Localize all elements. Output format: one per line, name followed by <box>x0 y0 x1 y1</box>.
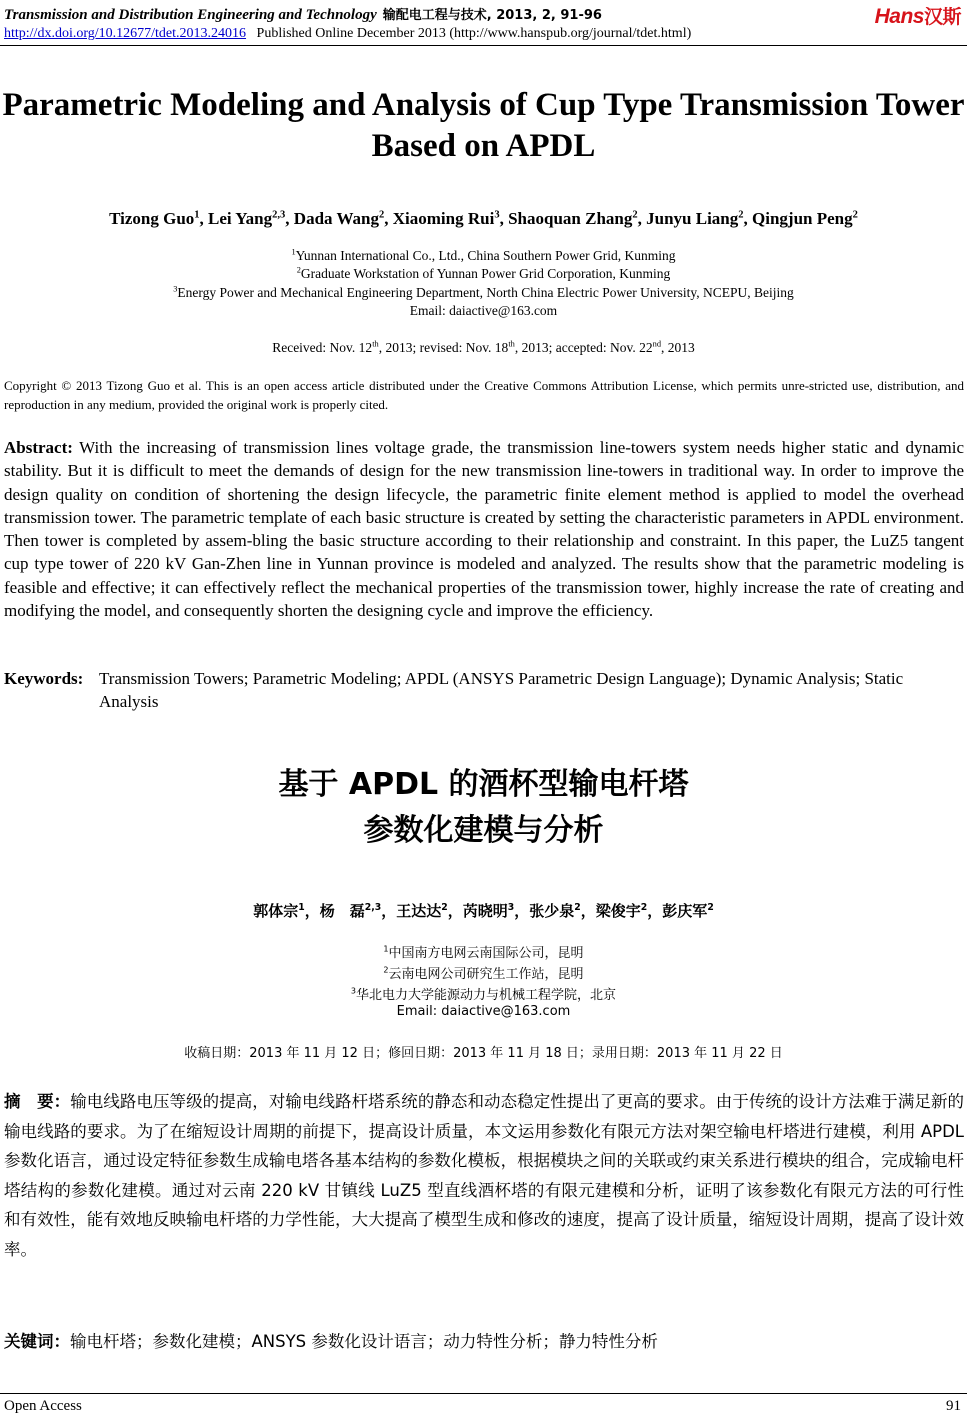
author-list-en <box>0 209 967 229</box>
logo-latin: Hans <box>874 5 924 28</box>
cn-author: 梁俊宇$^2$， <box>595 902 663 920</box>
footer-open-access: Open Access <box>4 1398 82 1414</box>
abstract-cn-label: 摘 要： <box>4 1092 71 1111</box>
received-dates-cn: 收稿日期：2013 年 11 月 12 日；修回日期：2013 年 11 月 18 日；录用日期：2013 年 11 月 22 日 <box>184 1046 783 1061</box>
keywords-text: Transmission Towers; Parametric Modeling; APDL (ANSYS Parametric Design Language); Dynamic Analysis; Static Analysis <box>99 669 904 711</box>
cn-author: 王达达$^2$， <box>396 902 463 920</box>
abstract-text: With the increasing of transmission lines voltage grade, the transmission line-towers system needs higher static and dynamic stability. But it is difficult to meet the demands of design for the new transmission line-towers in traditional way. In order to improve the design quality on condition of shortening the design lifecycle, the parametric finite element method is applied to model the overhead transmission tower. The parametric template of each basic structure is created by setting the characteristic parameters in APDL environment. Then tower is completed by assem-bling the basic structure according to their relationship and constraint. In this paper, the LuZ5 tangent cup type tower of 220 kV Gan-Zhen line in Yunnan province is modeled and analyzed. The results show that the parametric modeling is feasible and effective; it can effectively reflect the mechanical properties of the transmission tower, highly increase the rate of creating and modifying the model, and consequently shorten the designing cycle and improve the efficiency. <box>4 438 964 621</box>
affiliation-cn-3: $^3$华北电力大学能源动力与机械工程学院，北京 <box>350 986 617 1003</box>
title-cn-line-1: 基于 APDL 的酒杯型输电杆塔 <box>278 767 689 802</box>
journal-name: Transmission and Distribution Engineering and Technology <box>4 7 377 23</box>
journal-name-cn: 输配电工程与技术, 2013, 2, 91-96 <box>382 8 602 23</box>
affiliation-en-1: $^1$Yunnan International Co., Ltd., China Southern Power Grid, Kunming <box>291 247 676 263</box>
affiliation-cn-1: $^1$中国南方电网云南国际公司，昆明 <box>383 944 584 961</box>
title-cn-line-2: 参数化建模与分析 <box>363 813 604 848</box>
publisher-logo <box>875 2 961 29</box>
page-number: 91 <box>946 1398 961 1414</box>
email-cn: Email: daiactive@163.com <box>396 1004 571 1019</box>
email-en: Email: daiactive@163.com <box>409 303 558 318</box>
abstract-label: Abstract: <box>4 438 73 457</box>
published-online: Published Online December 2013 (http://www.hanspub.org/journal/tdet.html) <box>256 26 692 41</box>
logo-cn: 汉斯 <box>923 6 961 28</box>
cn-author: 张少泉$^2$， <box>529 902 596 920</box>
en-author: Shaoquan Zhang$^2$, <box>508 209 647 228</box>
doi-link[interactable]: http://dx.doi.org/10.12677/tdet.2013.24016 <box>4 26 247 41</box>
affiliation-cn-2: $^2$云南电网公司研究生工作站，昆明 <box>383 965 584 982</box>
received-dates-en: Received: Nov. 12th, 2013; revised: Nov. 18th, 2013; accepted: Nov. 22nd, 2013 <box>272 339 695 355</box>
abstract-en <box>4 436 964 622</box>
header-rule <box>0 45 967 46</box>
cn-author: 杨 磊$^{2,3}$， <box>319 902 397 920</box>
keywords-en <box>4 667 964 713</box>
en-author: Lei Yang$^{2,3}$, <box>208 209 294 228</box>
en-author: Junyu Liang$^2$, <box>646 209 753 228</box>
cn-author: 彭庆军$^2$ <box>662 902 714 920</box>
keywords-cn-text: 输电杆塔；参数化建模；ANSYS 参数化设计语言；动力特性分析；静力特性分析 <box>70 1332 658 1351</box>
paper-title-cn <box>0 762 967 854</box>
affiliation-en-3: $^3$Energy Power and Mechanical Engineering Department, North China Electric Power University, NCEPU, Beijing <box>173 284 794 300</box>
en-author: Tizong Guo$^1$, <box>109 209 209 228</box>
affiliation-en-2: $^2$Graduate Workstation of Yunnan Power Grid Corporation, Kunming <box>296 265 671 281</box>
journal-header <box>4 4 602 24</box>
abstract-cn-text: 输电线路电压等级的提高，对输电线路杆塔系统的静态和动态稳定性提出了更高的要求。由于传统的设计方法难于满足新的输电线路的要求。为了在缩短设计周期的前提下，提高设计质量，本文运用参数化有限元方法对架空输电杆塔进行建模，利用 APDL 参数化语言，通过设定特征参数生成输电塔各基本结构的参数化模板，根据模块之间的关联或约束关系进行模块的组合，完成输电杆塔结构的参数化建模。通过对云南 220 kV 甘镇线 LuZ5 型直线酒杯塔的有限元建模和分析，证明了该参数化有限元方法的可行性和有效性，能有效地反映输电杆塔的力学性能，大大提高了模型生成和修改的速度，提高了设计质量，缩短设计周期，提高了设计效率。 <box>4 1092 965 1259</box>
publication-line <box>4 26 691 42</box>
author-list-cn <box>0 900 967 921</box>
keywords-cn-label: 关键词： <box>4 1332 70 1351</box>
en-author: Qingjun Peng$^2$ <box>752 209 858 228</box>
keywords-cn <box>4 1328 964 1352</box>
cn-author: 郭体宗$^1$， <box>253 902 320 920</box>
en-author: Dada Wang$^2$, <box>293 209 393 228</box>
copyright-notice: Copyright © 2013 Tizong Guo et al. This is an open access article distributed under the Creative Commons Attribution License, which permits unre-stricted use, distribution, and reproduction in any medium, provided the original work is properly cited. <box>4 378 964 412</box>
keywords-label: Keywords: <box>4 669 84 688</box>
footer-rule <box>0 1393 967 1394</box>
en-author: Xiaoming Rui$^3$, <box>392 209 509 228</box>
cn-author: 芮晓明$^3$， <box>462 902 530 920</box>
abstract-cn <box>4 1087 964 1264</box>
paper-title-en: Parametric Modeling and Analysis of Cup Type Transmission Tower Based on APDL <box>2 87 965 164</box>
